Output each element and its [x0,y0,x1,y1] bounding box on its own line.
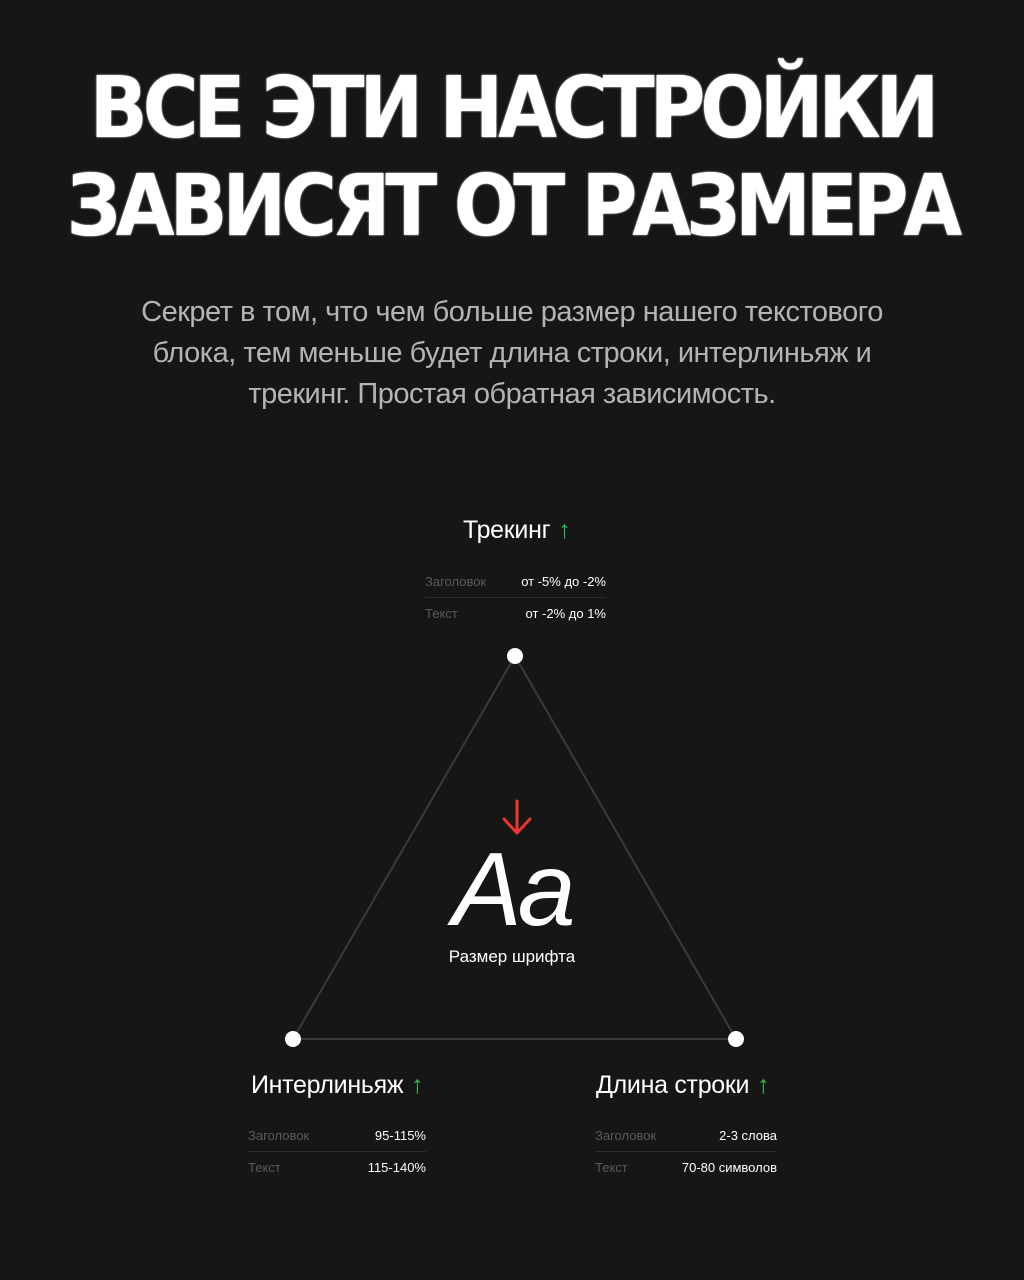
leading-title-text: Интерлиньяж [251,1071,404,1099]
row-value: 2-3 слова [719,1128,777,1143]
row-value: от -2% до 1% [525,606,606,621]
line-length-title-text: Длина строки [596,1071,750,1099]
arrow-down-icon [504,801,530,833]
headline-line-2: ЗАВИСЯТ ОТ РАЗМЕРА [66,155,958,256]
headline-line-1: ВСЕ ЭТИ НАСТРОЙКИ [89,57,935,158]
leading-title [251,1071,423,1100]
row-label: Текст [248,1160,281,1175]
tracking-title [463,516,571,545]
row-label: Заголовок [248,1128,310,1143]
row-value: 95-115% [374,1128,426,1143]
table-row [425,566,606,598]
row-label: Заголовок [425,574,487,589]
font-sample-glyph: Aa [452,832,572,948]
row-value: 70-80 символов [681,1160,777,1175]
row-value: от -5% до -2% [521,574,606,589]
vertex-dot-right [728,1031,744,1047]
row-label: Текст [425,606,458,621]
arrow-up-icon: ↑ [411,1071,424,1099]
table-row [595,1120,777,1152]
line-length-table [595,1120,777,1183]
table-row [595,1152,777,1183]
line-length-title [596,1071,769,1100]
vertex-dot-top [507,648,523,664]
tracking-table [425,566,606,629]
row-value: 115-140% [367,1160,426,1175]
arrow-up-icon: ↑ [558,516,571,544]
arrow-up-icon: ↑ [757,1071,770,1099]
tracking-title-text: Трекинг [463,516,551,544]
row-label: Заголовок [595,1128,657,1143]
subtitle: Секрет в том, что чем больше размер нашего текстового блока, тем меньше будет длина строки, интерлиньяж и трекинг. Простая обратная зависимость. [141,296,883,410]
font-size-label: Размер шрифта [448,947,576,966]
leading-table [248,1120,426,1183]
table-row [248,1152,426,1183]
table-row [425,598,606,629]
vertex-dot-left [285,1031,301,1047]
row-label: Текст [595,1160,628,1175]
table-row [248,1120,426,1152]
